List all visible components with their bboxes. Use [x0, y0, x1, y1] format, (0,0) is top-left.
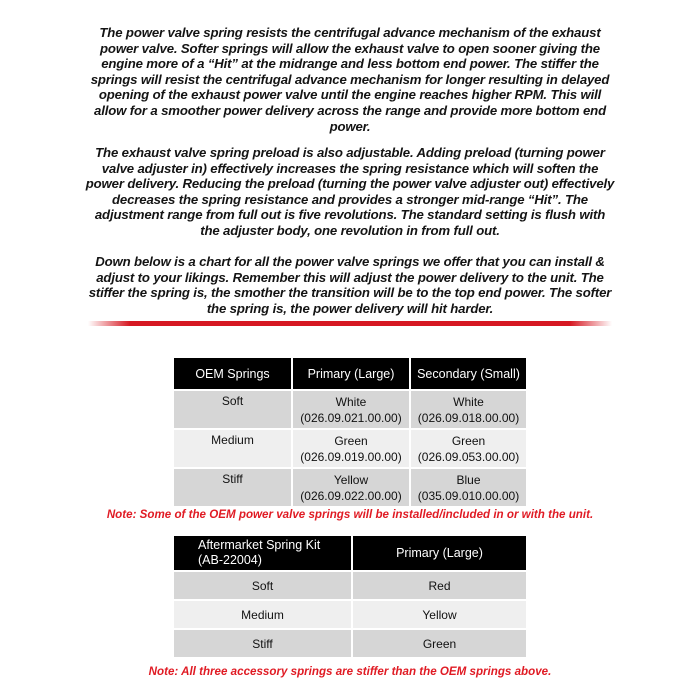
- part-number: (026.09.021.00.00): [300, 410, 402, 425]
- red-divider-rule: [88, 321, 612, 326]
- oem-header-secondary: Secondary (Small): [411, 358, 526, 389]
- red-divider-gradient: [88, 321, 612, 326]
- part-number: (026.09.053.00.00): [417, 449, 520, 464]
- aftermarket-header-primary: Primary (Large): [353, 536, 526, 570]
- intro-paragraph-spring-function: The power valve spring resists the centrifugal advance mechanism of the exhaust power valve. Softer springs will allow the exhaust valve to open sooner giving the engine more of a “Hit” at the midrange and less bottom end power. The stiffer the springs will resist the centrifugal advance mechanism for longer resulting in delayed opening of the exhaust power valve until the engine reaches higher RPM. This will allow for a smoother power delivery across the range and provide more bottom end power.: [90, 25, 610, 134]
- spring-color: White: [453, 394, 484, 409]
- aftermarket-spring-kit-table: [172, 534, 528, 659]
- oem-secondary-cell: [411, 391, 526, 428]
- oem-primary-cell: [293, 430, 409, 467]
- aftermarket-table-header-row: [174, 536, 526, 570]
- part-number: (026.09.019.00.00): [300, 449, 402, 464]
- oem-secondary-cell: [411, 430, 526, 467]
- aftermarket-row-stiff: [174, 630, 526, 657]
- part-number: (035.09.010.00.00): [417, 488, 520, 503]
- oem-header-springs: OEM Springs: [174, 358, 291, 389]
- oem-row-label: Stiff: [174, 469, 291, 506]
- aftermarket-primary-cell: Green: [353, 630, 526, 657]
- aftermarket-primary-cell: Yellow: [353, 601, 526, 628]
- aftermarket-row-label: Stiff: [174, 630, 351, 657]
- aftermarket-row-label: Soft: [174, 572, 351, 599]
- spring-color: Green: [334, 433, 368, 448]
- part-number: (026.09.022.00.00): [300, 488, 402, 503]
- aftermarket-header-part-number: (AB-22004): [198, 553, 262, 567]
- oem-primary-cell: [293, 391, 409, 428]
- oem-note: Note: Some of the OEM power valve springs will be installed/included in or with the unit.: [106, 508, 594, 521]
- oem-row-label: Medium: [174, 430, 291, 467]
- aftermarket-header-title: Aftermarket Spring Kit: [198, 538, 321, 552]
- spring-color: White: [335, 394, 367, 409]
- paragraph-preload-adjustment: The exhaust valve spring preload is also adjustable. Adding preload (turning power valve adjuster in) effectively increases the spring resistance which will soften the power delivery. Reducing the preload (turning the power valve adjuster out) effectively decreases the spring resistance and provides a stronger mid-range “Hit”. The adjustment range from full out is five revolutions. The standard setting is flush with the adjuster body, one revolution in from full out.: [85, 145, 615, 238]
- spring-color: Yellow: [333, 472, 369, 487]
- oem-primary-cell: [293, 469, 409, 506]
- spring-color: Blue: [456, 472, 481, 487]
- oem-table-header-row: [174, 358, 526, 389]
- oem-row-soft: [174, 391, 526, 428]
- oem-header-primary: Primary (Large): [293, 358, 409, 389]
- aftermarket-note: Note: All three accessory springs are stiffer than the OEM springs above.: [148, 665, 552, 678]
- part-number: (026.09.018.00.00): [417, 410, 520, 425]
- paragraph-chart-intro: Down below is a chart for all the power valve springs we offer that you can install & adjust to your likings. Remember this will adjust the power delivery to the unit. The stiffer the spring is, the smother the transition will be to the top end power. The softer the spring is, the power delivery will hit harder.: [88, 254, 612, 316]
- oem-springs-table: [172, 356, 528, 508]
- aftermarket-row-label: Medium: [174, 601, 351, 628]
- aftermarket-primary-cell: Red: [353, 572, 526, 599]
- oem-row-label: Soft: [174, 391, 291, 428]
- spring-color: Green: [451, 433, 486, 448]
- oem-secondary-cell: [411, 469, 526, 506]
- oem-row-stiff: [174, 469, 526, 506]
- aftermarket-row-medium: [174, 601, 526, 628]
- aftermarket-header-kit: [174, 536, 351, 570]
- oem-row-medium: [174, 430, 526, 467]
- aftermarket-row-soft: [174, 572, 526, 599]
